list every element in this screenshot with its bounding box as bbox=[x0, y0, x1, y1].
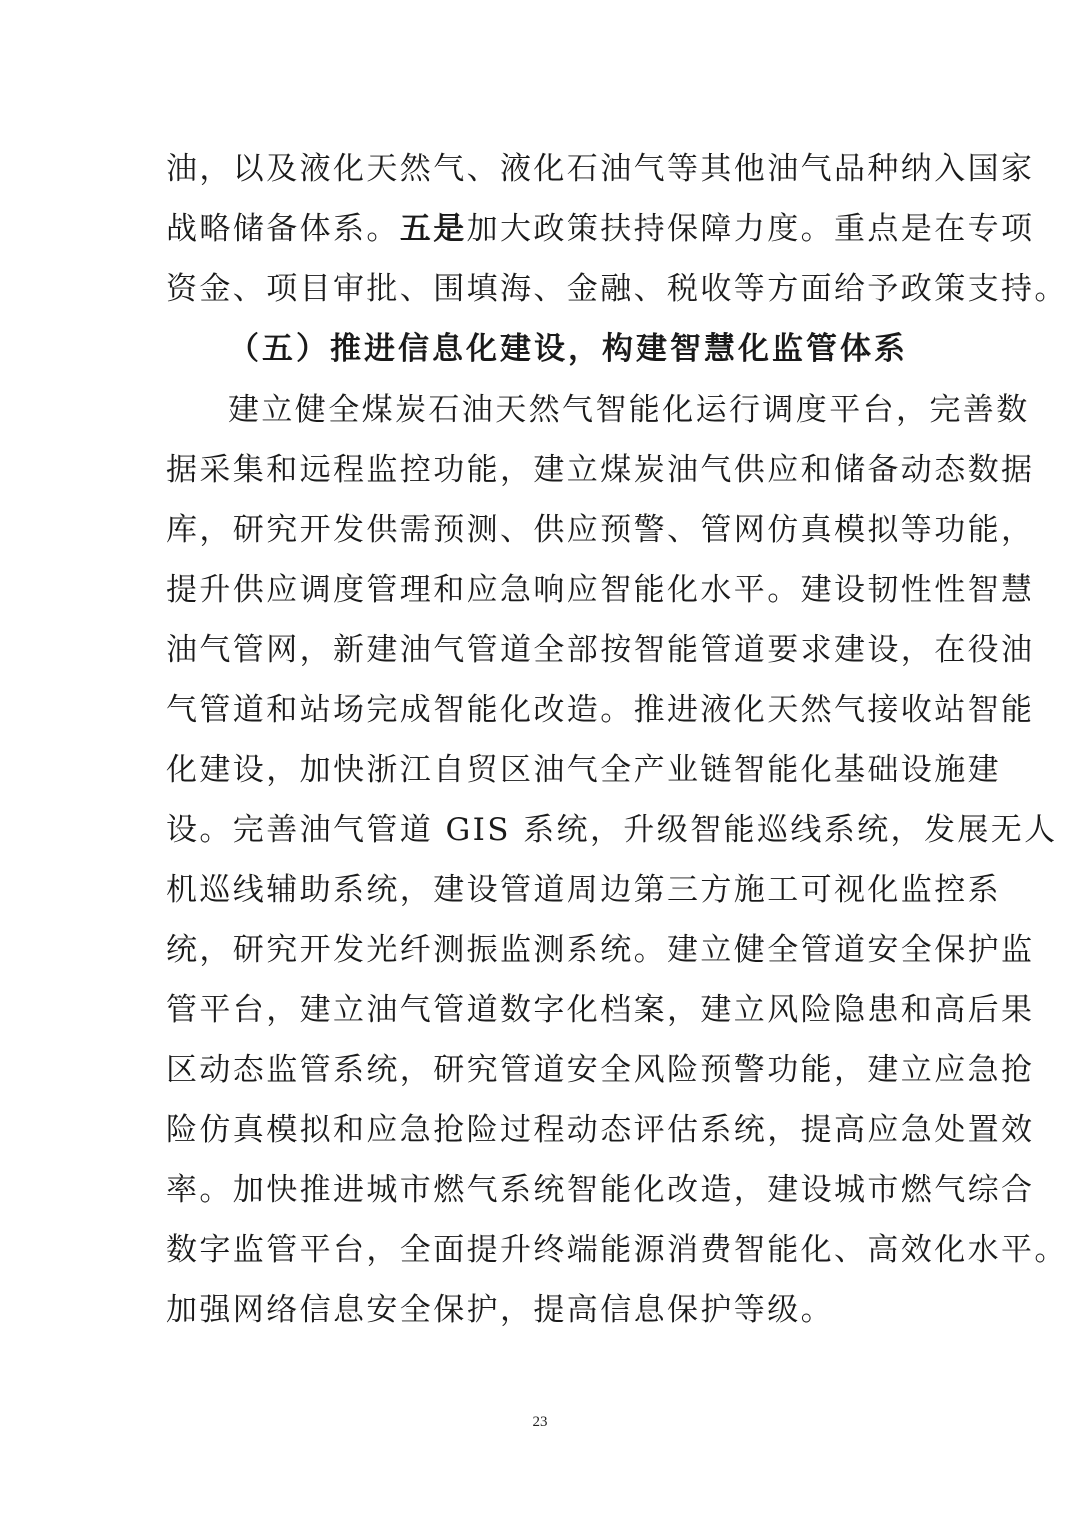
body-text-line: 机巡线辅助系统，建设管道周边第三方施工可视化监控系 bbox=[166, 872, 1001, 908]
page-number: 23 bbox=[532, 1414, 548, 1430]
body-text-line: 气管道和站场完成智能化改造。推进液化天然气接收站智能 bbox=[166, 692, 1035, 728]
body-text-line: 资金、项目审批、围填海、金融、税收等方面给予政策支持。 bbox=[166, 271, 1068, 307]
body-text-line bbox=[166, 200, 1035, 258]
body-text-line: 设。完善油气管道 GIS 系统，升级智能巡线系统，发展无人 bbox=[166, 812, 1058, 848]
body-text-line: 库，研究开发供需预测、供应预警、管网仿真模拟等功能， bbox=[166, 512, 1035, 548]
body-text-line: 管平台，建立油气管道数字化档案，建立风险隐患和高后果 bbox=[166, 992, 1035, 1028]
body-text-line: 率。加快推进城市燃气系统智能化改造，建设城市燃气综合 bbox=[166, 1172, 1035, 1208]
body-text-segment: 加大政策扶持保障力度。重点是在专项 bbox=[466, 211, 1035, 247]
section-heading: （五）推进信息化建设，构建智慧化监管体系 bbox=[228, 331, 908, 367]
body-text-line: 区动态监管系统，研究管道安全风险预警功能，建立应急抢 bbox=[166, 1052, 1035, 1088]
body-text-line: 统，研究开发光纤测振监测系统。建立健全管道安全保护监 bbox=[166, 932, 1035, 968]
body-text-line: 险仿真模拟和应急抢险过程动态评估系统，提高应急处置效 bbox=[166, 1112, 1035, 1148]
emphasis-text: 五是 bbox=[399, 211, 467, 247]
paragraph-first-line: 建立健全煤炭石油天然气智能化运行调度平台，完善数 bbox=[228, 392, 1030, 428]
body-text-line: 油气管网，新建油气管道全部按智能管道要求建设，在役油 bbox=[166, 632, 1035, 668]
body-text-line: 油，以及液化天然气、液化石油气等其他油气品种纳入国家 bbox=[166, 151, 1035, 187]
body-text-last-line: 加强网络信息安全保护，提高信息保护等级。 bbox=[166, 1292, 834, 1328]
body-text-line: 据采集和远程监控功能，建立煤炭油气供应和储备动态数据 bbox=[166, 452, 1035, 488]
body-text-line: 提升供应调度管理和应急响应智能化水平。建设韧性性智慧 bbox=[166, 572, 1035, 608]
body-text-line: 数字监管平台，全面提升终端能源消费智能化、高效化水平。 bbox=[166, 1232, 1068, 1268]
body-text-segment: 战略储备体系。 bbox=[166, 211, 400, 247]
body-text-line: 化建设，加快浙江自贸区油气全产业链智能化基础设施建 bbox=[166, 752, 1001, 788]
